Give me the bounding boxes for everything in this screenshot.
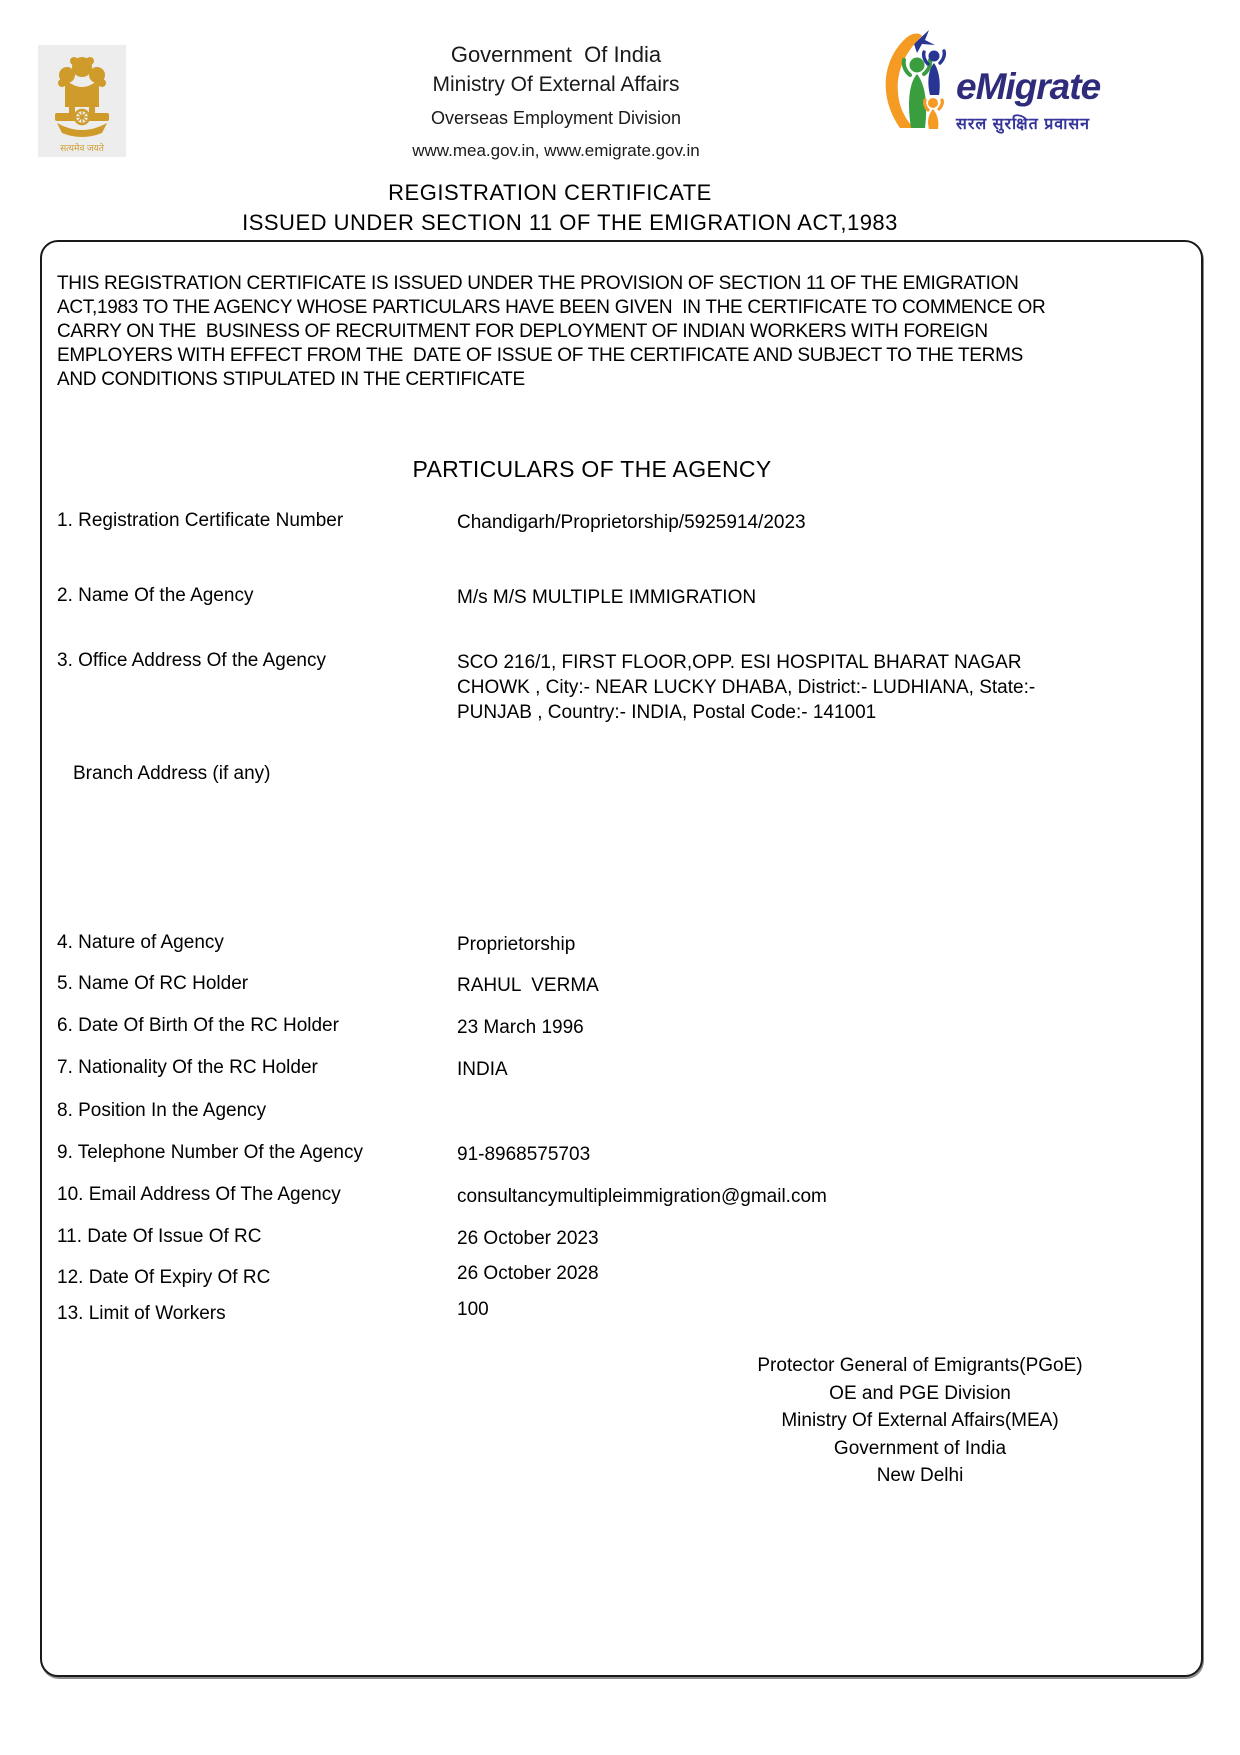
field-label: 13. Limit of Workers — [57, 1303, 226, 1324]
field-value: SCO 216/1, FIRST FLOOR,OPP. ESI HOSPITAL BHARAT NAGAR CHOWK , City:- NEAR LUCKY DHABA, District:- LUDHIANA, State:- PUNJAB , Country:- INDIA, Postal Code:- 141001 — [457, 652, 1041, 723]
certificate-preamble: THIS REGISTRATION CERTIFICATE IS ISSUED UNDER THE PROVISION OF SECTION 11 OF THE EMIGRATION ACT,1983 TO THE AGENCY WHOSE PARTICULARS HAVE BEEN GIVEN IN THE CERTIFICATE TO COMMENCE OR CARRY ON THE BUSINESS OF RECRUITMENT FOR DEPLOYMENT OF INDIAN WORKERS WITH FOREIGN EMPLOYERS WITH EFFECT FROM THE DATE OF ISSUE OF THE CERTIFICATE AND SUBJECT TO THE TERMS AND CONDITIONS STIPULATED IN THE CERTIFICATE — [57, 273, 1051, 390]
field-value: 100 — [457, 1299, 489, 1320]
field-value: 23 March 1996 — [457, 1017, 584, 1038]
field-label: 12. Date Of Expiry Of RC — [57, 1267, 271, 1288]
field-label: 8. Position In the Agency — [57, 1100, 267, 1121]
ministry-header — [206, 40, 906, 165]
field-value: M/s M/S MULTIPLE IMMIGRATION — [457, 587, 757, 608]
field-value: 26 October 2023 — [457, 1228, 599, 1249]
field-value: Chandigarh/Proprietorship/5925914/2023 — [457, 512, 806, 533]
orange-person-icon — [925, 98, 943, 129]
signatory-city: New Delhi — [876, 1465, 964, 1486]
field-label: 1. Registration Certificate Number — [57, 510, 344, 531]
airplane-icon — [914, 30, 935, 53]
certificate-subtitle: ISSUED UNDER SECTION 11 OF THE EMIGRATION ACT,1983 — [242, 210, 898, 235]
field-value: 91-8968575703 — [457, 1144, 591, 1165]
field-value: INDIA — [457, 1059, 508, 1080]
field-label: 10. Email Address Of The Agency — [57, 1184, 341, 1205]
emigrate-logo — [872, 28, 1100, 134]
field-label: 11. Date Of Issue Of RC — [57, 1226, 262, 1247]
signatory-division: OE and PGE Division — [829, 1382, 1011, 1404]
division-line: Overseas Employment Division — [430, 108, 682, 128]
signatory-government: Government of India — [833, 1437, 1007, 1459]
emigrate-logo-text — [956, 68, 1100, 134]
field-value: consultancymultipleimmigration@gmail.com — [457, 1186, 827, 1207]
emigrate-tagline-text: सरल सुरक्षित प्रवासन — [956, 116, 1091, 133]
field-value: RAHUL VERMA — [457, 975, 599, 996]
websites-line: www.mea.gov.in, www.emigrate.gov.in — [412, 141, 700, 160]
certificate-title: REGISTRATION CERTIFICATE — [388, 180, 712, 205]
emigrate-brand-text: eMigrate — [956, 66, 1101, 107]
field-label: 6. Date Of Birth Of the RC Holder — [57, 1015, 339, 1036]
field-value: 26 October 2028 — [457, 1263, 599, 1284]
signatory-title: Protector General of Emigrants(PGoE) — [757, 1355, 1083, 1376]
certificate-box — [40, 240, 1203, 1677]
field-label: 5. Name Of RC Holder — [57, 973, 249, 994]
government-of-india-line: Government Of India — [450, 42, 662, 67]
field-label: 3. Office Address Of the Agency — [57, 650, 326, 671]
field-label: 9. Telephone Number Of the Agency — [57, 1142, 363, 1163]
ministry-line: Ministry Of External Affairs — [432, 73, 680, 96]
branch-address-label: Branch Address (if any) — [73, 763, 271, 784]
field-label: 4. Nature of Agency — [57, 932, 224, 953]
green-person-icon — [904, 58, 931, 129]
field-value: Proprietorship — [457, 934, 576, 955]
emblem-motto-text: सत्यमेव जयते — [60, 143, 104, 153]
particulars-heading: PARTICULARS OF THE AGENCY — [412, 456, 772, 482]
field-label: 2. Name Of the Agency — [57, 585, 254, 606]
emigrate-logo-mark-icon — [872, 28, 952, 132]
field-label: 7. Nationality Of the RC Holder — [57, 1057, 318, 1078]
emblem-of-india-icon — [38, 45, 126, 157]
signature-block — [720, 1352, 1120, 1490]
signatory-ministry: Ministry Of External Affairs(MEA) — [781, 1410, 1059, 1431]
